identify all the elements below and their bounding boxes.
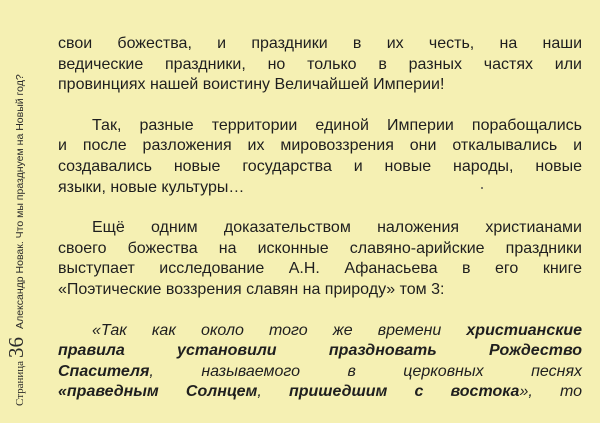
quote-line: [58, 382, 582, 403]
text-line: создавались новые государства и новые народы, новые: [58, 157, 582, 175]
text-line: своего божества на исконные славяно-арийские праздники: [58, 239, 582, 257]
quote-emphasis: Спасителя: [58, 362, 150, 380]
quote-line: [58, 362, 582, 383]
paragraph-1: [58, 34, 582, 96]
quote-text: , называемого в церковных песнях: [149, 362, 582, 380]
page-word-label: Страница: [14, 360, 26, 406]
text-line: Ещё одним доказательством наложения христианами: [92, 219, 582, 237]
quote-paragraph: [58, 321, 582, 403]
running-title: Александр Новак. Что мы празднуем на Новый год?: [14, 74, 26, 329]
text-line: «Поэтические воззрения славян на природу» том 3:: [58, 280, 445, 298]
text-line: ведические праздники, но только в разных частях или: [58, 55, 582, 73]
text-line: Так, разные территории единой Империи порабощались: [92, 116, 582, 134]
paragraph-3: [58, 218, 582, 300]
quote-text: ,: [257, 383, 289, 401]
quote-emphasis: «праведным Солнцем: [58, 383, 258, 401]
paragraph-2: [58, 116, 582, 198]
text-line: свои божества, и праздники в их честь, на наши: [58, 35, 582, 52]
quote-line: [58, 321, 582, 342]
quote-text: », то: [519, 383, 583, 401]
text-line: провинциях нашей воистину Величайшей Империи!: [58, 76, 445, 94]
quote-line: [58, 341, 582, 362]
quote-emphasis: пришедшим с востока: [288, 383, 520, 401]
quote-emphasis: христианские: [466, 321, 582, 339]
quote-text: «Так как около того же времени: [92, 321, 467, 339]
main-text: [58, 34, 582, 403]
quote-emphasis: правила установили праздновать Рождество: [58, 342, 582, 360]
text-line: и после разложения их мировоззрения они откалывались и: [58, 137, 582, 155]
print-speck: [481, 187, 483, 189]
text-line: языки, новые культуры…: [58, 178, 245, 196]
page-number: 36: [4, 336, 28, 358]
page-sidebar: [0, 0, 44, 423]
sidebar-rotated-text: [6, 6, 27, 406]
text-line: выступает исследование А.Н. Афанасьева в его книге: [58, 260, 582, 278]
